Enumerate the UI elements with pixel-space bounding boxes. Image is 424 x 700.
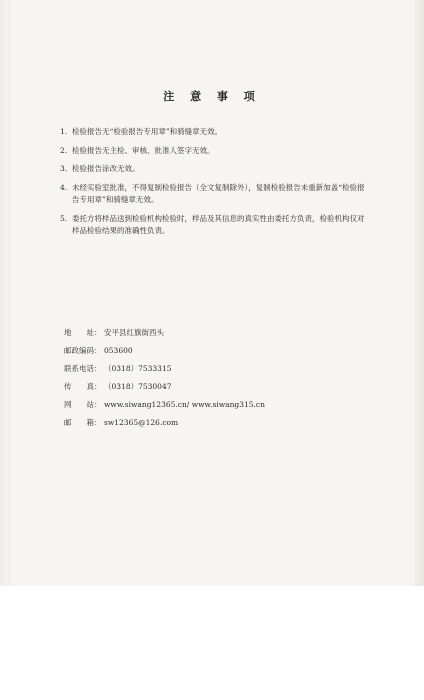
notice-list: [60, 126, 370, 244]
fax-label: 传 真：: [64, 382, 102, 391]
notice-number: 4.: [60, 182, 68, 192]
notice-item-2: [60, 145, 370, 158]
fax-row: [64, 381, 364, 399]
notice-item-1: [60, 126, 370, 139]
address-row: [64, 327, 364, 345]
notice-item-4: [60, 182, 370, 207]
postcode-row: [64, 345, 364, 363]
notice-text: 检验报告涂改无效。: [72, 164, 140, 173]
email-row: [64, 417, 364, 435]
blank-margin: [0, 586, 424, 700]
postcode-value: 053600: [104, 346, 133, 355]
notice-text: 检验报告无主检、审核、批准人签字无效。: [72, 145, 215, 155]
postcode-label: 邮政编码：: [64, 346, 102, 355]
notice-text: 未经实验室批准，不得复制检验报告（全文复制除外），复制检验报告未重新加盖“检验报告专用章”和骑缝章无效。: [72, 182, 365, 204]
phone-row: [64, 363, 364, 381]
website-row: [64, 399, 364, 417]
notice-number: 2.: [60, 145, 68, 155]
email-link[interactable]: sw12365@126.com: [104, 418, 179, 427]
notice-item-5: [60, 213, 370, 238]
phone-label: 联系电话：: [64, 364, 102, 373]
address-label: 地 址：: [64, 328, 102, 337]
phone-value: （0318）7533315: [104, 364, 172, 373]
notice-text: 委托方将样品送到检验机构检验时，样品及其信息的真实性由委托方负责，检验机构仅对样品检验结果的准确性负责。: [72, 213, 365, 235]
email-label: 邮 箱：: [64, 418, 102, 427]
fax-value: （0318）7530047: [104, 382, 172, 391]
notice-number: 3.: [60, 164, 68, 173]
notice-item-3: [60, 163, 370, 176]
website-label: 网 站：: [64, 400, 102, 409]
notice-number: 5.: [60, 213, 68, 223]
address-value: 安平县红旗街西头: [104, 328, 164, 337]
page-title: 注 意 事 项: [163, 90, 261, 103]
contact-info: [64, 327, 364, 435]
notice-text: 检验报告无“检验报告专用章”和骑缝章无效。: [72, 127, 223, 136]
website-link[interactable]: www.siwang12365.cn/ www.siwang315.cn: [104, 400, 265, 409]
notice-number: 1.: [60, 127, 68, 136]
